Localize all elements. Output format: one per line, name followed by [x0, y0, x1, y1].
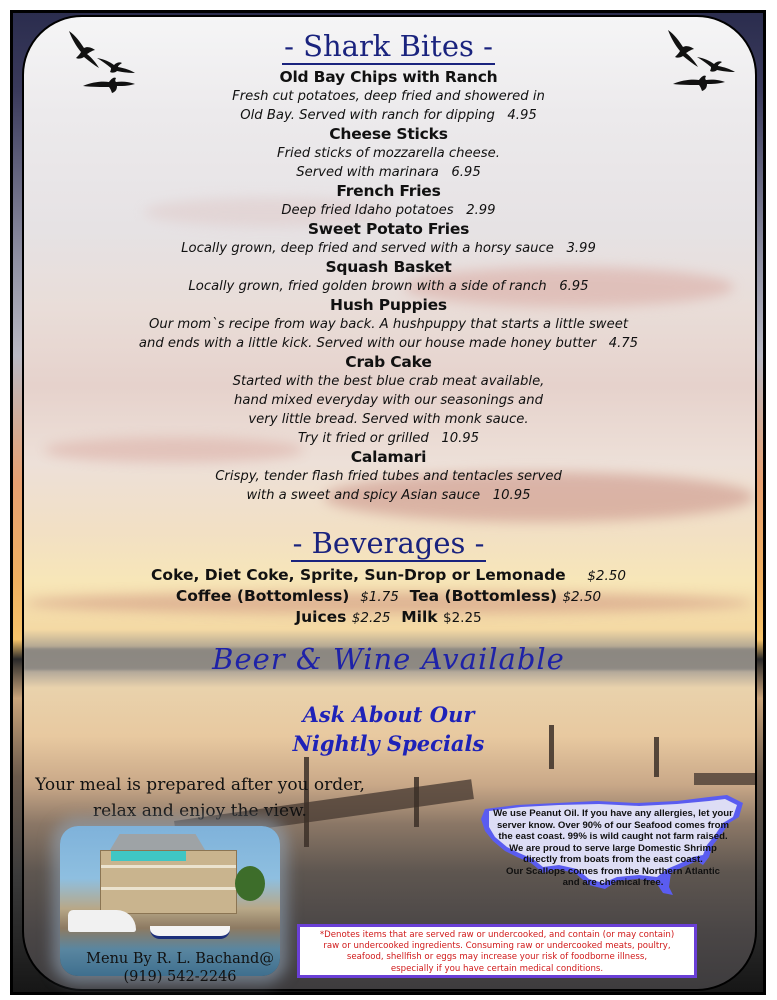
menu-item [0, 448, 777, 505]
item-desc: Locally grown, fried golden brown with a side of ranch 6.95 [188, 279, 589, 294]
credit-phone: (919) 542-2246 [123, 969, 237, 985]
item-name: Squash Basket [325, 258, 452, 276]
beverage-line [0, 565, 777, 586]
menu-item [0, 353, 777, 448]
beverage-name: Coffee (Bottomless) [175, 587, 350, 605]
specials-line: Nightly Specials [292, 731, 485, 756]
item-desc: very little bread. Served with monk sauce. [248, 412, 529, 427]
menu-item [0, 220, 777, 258]
seafood-note [470, 808, 756, 889]
meal-note-line: relax and enjoy the view. [93, 801, 307, 821]
seafood-note-line: We are proud to serve large Domestic Shrimp [509, 842, 717, 854]
item-desc: Fresh cut potatoes, deep fried and showered in [232, 89, 545, 104]
menu-item [0, 125, 777, 182]
item-name: Crab Cake [345, 353, 432, 371]
item-desc: Our mom`s recipe from way back. A hushpuppy that starts a little sweet [149, 317, 628, 332]
menu-item [0, 258, 777, 296]
beverage-name: Tea (Bottomless) [409, 587, 558, 605]
seafood-note-line: directly from boats from the east coast. [523, 854, 703, 865]
photo-rail [101, 887, 236, 890]
photo-trim [111, 851, 186, 861]
specials-line: Ask About Our [302, 702, 475, 727]
photo-rail [101, 865, 236, 868]
item-desc: Old Bay. Served with ranch for dipping 4.95 [240, 108, 537, 123]
seafood-note-line: Our Scallops comes from the Northern Atlantic [506, 865, 720, 877]
item-name: Old Bay Chips with Ranch [279, 68, 498, 86]
seafood-note-line: and are chemical free. [562, 877, 664, 888]
beverage-price: $2.25 [351, 610, 391, 626]
beverages-list [0, 565, 777, 628]
item-desc: hand mixed everyday with our seasonings and [234, 393, 543, 408]
menu-credit [60, 950, 300, 986]
item-desc: Started with the best blue crab meat available, [232, 374, 545, 389]
beverage-price: $2.50 [587, 568, 626, 584]
seafood-note-line: the east coast. 99% is wild caught not farm raised. [498, 831, 728, 842]
warning-line: *Denotes items that are served raw or undercooked, and contain (or may contain) [319, 930, 675, 940]
credit-name: Menu By R. L. Bachand@ [86, 951, 274, 967]
beer-wine-banner: Beer & Wine Available [212, 642, 565, 676]
item-desc: Locally grown, deep fried and served with a horsy sauce 3.99 [181, 241, 596, 256]
photo-tree [235, 866, 265, 901]
beverage-name: Coke, Diet Coke, Sprite, Sun-Drop or Lemonade [151, 566, 566, 584]
item-name: French Fries [336, 182, 441, 200]
photo-building [100, 850, 237, 914]
item-name: Cheese Sticks [329, 125, 448, 143]
photo-boat [150, 926, 230, 939]
item-desc: Deep fried Idaho potatoes 2.99 [281, 203, 496, 218]
seafood-note-line: server know. Over 90% of our Seafood comes from [496, 819, 730, 831]
beverages-title: - Beverages - [292, 526, 485, 560]
item-desc: Try it fried or grilled 10.95 [297, 431, 480, 446]
item-name: Calamari [350, 448, 427, 466]
meal-note [20, 772, 380, 824]
beverage-name: Juices [295, 608, 347, 626]
menu-item [0, 182, 777, 220]
beverage-price: $2.50 [562, 589, 602, 605]
beverage-price: $2.25 [443, 610, 482, 626]
menu-item [0, 68, 777, 125]
item-desc: with a sweet and spicy Asian sauce 10.95 [246, 488, 531, 503]
seafood-note-line: We use Peanut Oil. If you have any allergies, let your [493, 808, 733, 819]
meal-note-line: Your meal is prepared after you order, [35, 775, 365, 795]
warning-line: seafood, shellfish or eggs may increase your risk of foodborne illness, [346, 952, 648, 963]
menu-item [0, 296, 777, 353]
beverage-price: $1.75 [360, 589, 399, 605]
shark-bites-list [0, 68, 777, 505]
beverage-name: Milk [401, 608, 438, 626]
item-desc: Crispy, tender flash fried tubes and tentacles served [215, 469, 562, 484]
dock-post [414, 777, 419, 827]
warning-line: raw or undercooked ingredients. Consuming raw or undercooked meats, poultry, [323, 941, 671, 952]
warning-line: especially if you have certain medical conditions. [390, 963, 604, 974]
photo-yacht [68, 910, 136, 932]
raw-food-warning [297, 924, 697, 978]
item-desc: Fried sticks of mozzarella cheese. [277, 146, 500, 161]
item-desc: and ends with a little kick. Served with our house made honey butter 4.75 [138, 336, 639, 351]
item-name: Sweet Potato Fries [307, 220, 470, 238]
item-desc: Served with marinara 6.95 [296, 165, 481, 180]
photo-roof [110, 834, 205, 850]
shark-bites-title: - Shark Bites - [284, 29, 493, 63]
beverage-line [0, 586, 777, 607]
nightly-specials [0, 700, 777, 758]
beverage-line [0, 607, 777, 628]
item-name: Hush Puppies [330, 296, 447, 314]
dock [694, 773, 757, 785]
